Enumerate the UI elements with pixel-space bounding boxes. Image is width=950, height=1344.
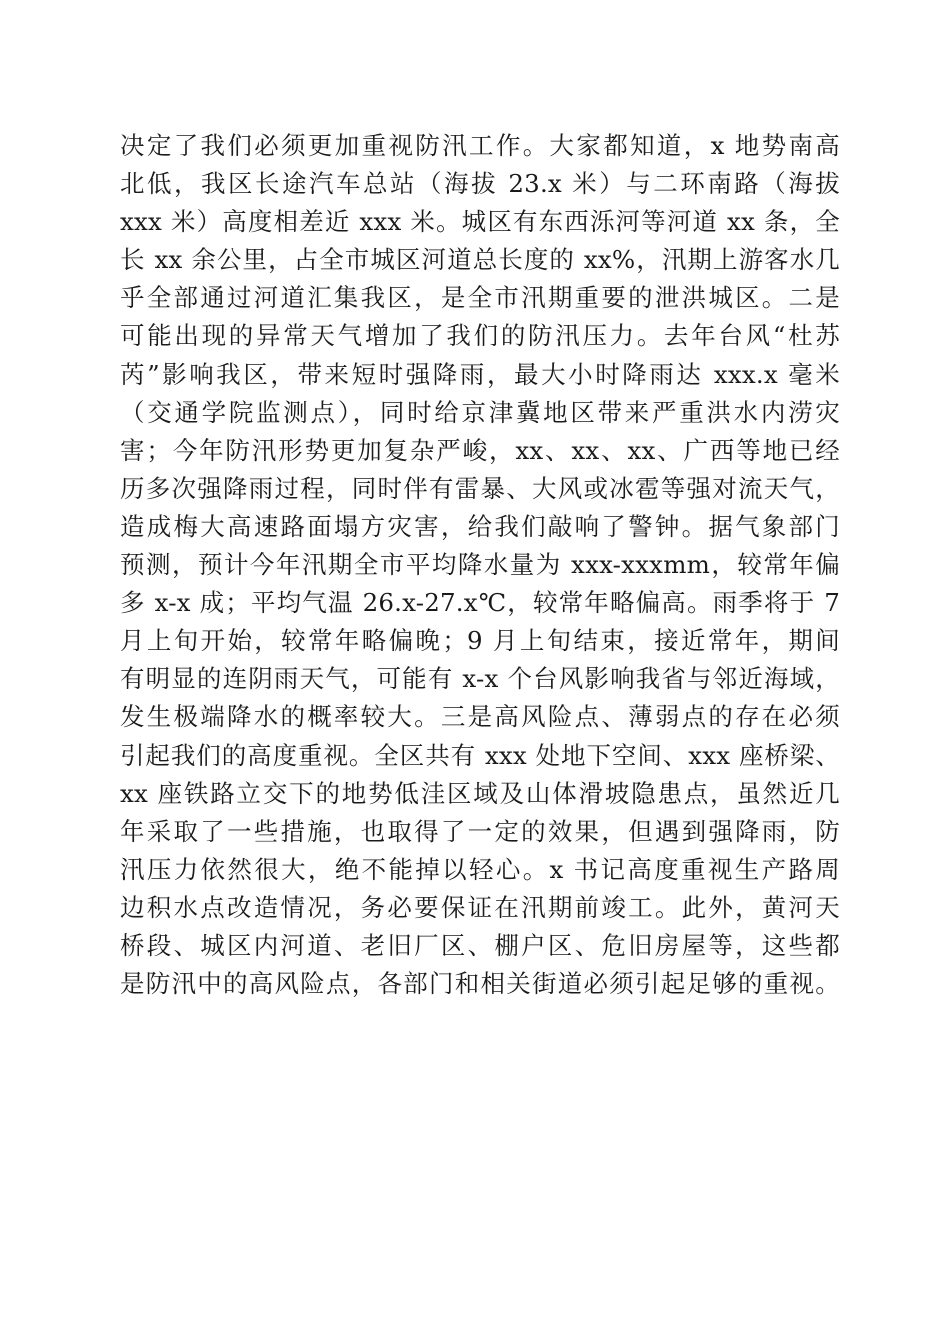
text-line: 月上旬开始，较常年略偏晚；9 月上旬结束，接近常年，期间 (120, 626, 840, 656)
text-line: 可能出现的异常天气增加了我们的防汛压力。去年台风“杜苏 (120, 321, 840, 351)
text-line: （交通学院监测点），同时给京津冀地区带来严重洪水内涝灾 (120, 397, 840, 427)
text-line: 引起我们的高度重视。全区共有 xxx 处地下空间、xxx 座桥梁、 (120, 740, 840, 770)
text-line: 预测，预计今年汛期全市平均降水量为 xxx-xxxmm，较常年偏 (120, 550, 840, 580)
text-line: 乎全部通过河道汇集我区，是全市汛期重要的泄洪城区。二是 (120, 283, 840, 313)
text-line: 多 x-x 成；平均气温 26.x-27.x℃，较常年略偏高。雨季将于 7 (120, 588, 840, 618)
text-line: 汛压力依然很大，绝不能掉以轻心。x 书记高度重视生产路周 (120, 854, 840, 884)
text-line: 历多次强降雨过程，同时伴有雷暴、大风或冰雹等强对流天气， (120, 473, 840, 503)
body-paragraph (120, 127, 840, 1003)
text-line: xxx 米）高度相差近 xxx 米。城区有东西泺河等河道 xx 条，全 (120, 207, 840, 237)
text-line: 年采取了一些措施，也取得了一定的效果，但遇到强降雨，防 (120, 816, 840, 846)
text-line: 决定了我们必须更加重视防汛工作。大家都知道，x 地势南高 (120, 131, 840, 160)
text-line: 造成梅大高速路面塌方灾害，给我们敲响了警钟。据气象部门 (120, 511, 840, 541)
text-line: 边积水点改造情况，务必要保证在汛期前竣工。此外，黄河天 (120, 892, 840, 922)
text-line: 是防汛中的高风险点，各部门和相关街道必须引起足够的重视。 (120, 969, 840, 999)
text-line: 桥段、城区内河道、老旧厂区、棚户区、危旧房屋等，这些都 (120, 930, 840, 960)
text-line: 长 xx 余公里，占全市城区河道总长度的 xx%，汛期上游客水几 (120, 245, 840, 275)
text-line: 芮”影响我区，带来短时强降雨，最大小时降雨达 xxx.x 毫米 (120, 359, 840, 389)
text-line: xx 座铁路立交下的地势低洼区域及山体滑坡隐患点，虽然近几 (120, 778, 840, 808)
text-line: 北低，我区长途汽车总站（海拔 23.x 米）与二环南路（海拔 (120, 169, 840, 199)
text-line: 害；今年防汛形势更加复杂严峻，xx、xx、xx、广西等地已经 (120, 435, 840, 465)
text-line: 发生极端降水的概率较大。三是高风险点、薄弱点的存在必须 (120, 702, 840, 732)
text-line: 有明显的连阴雨天气，可能有 x-x 个台风影响我省与邻近海域， (120, 664, 840, 694)
